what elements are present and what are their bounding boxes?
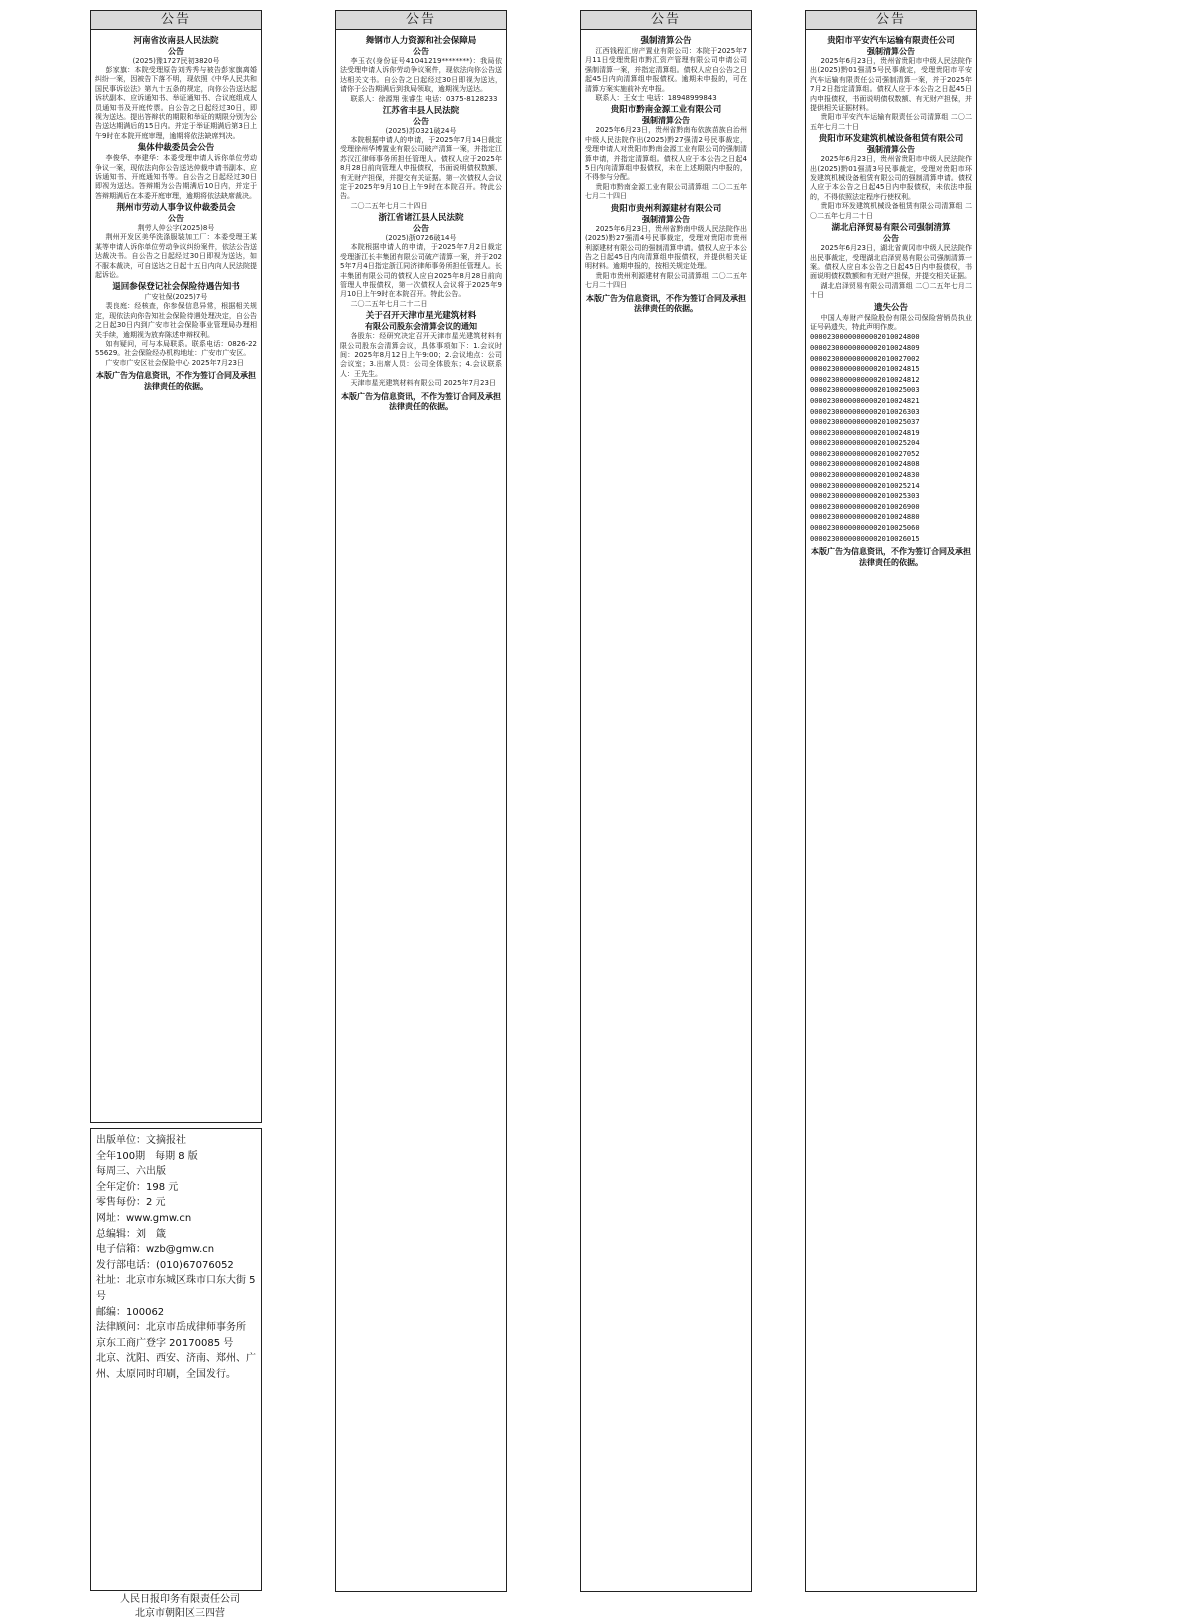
notice-section [340,106,502,211]
info-line: 北京、沈阳、西安、济南、郑州、广州、太原同时印刷，全国发行。 [96,1353,256,1380]
notice-paragraph: 彭家旗：本院受理原告刘秀秀与被告彭家旗离婚纠纷一案，因被告下落不明，现依照《中华人民共和国民事诉讼法》第九十五条的规定，向你公告送达起诉状副本、应诉通知书、举证通知书、合议庭组成人员通知书及开庭传票。自公告之日起经过30日，即视为送达。提出答辩状的期限和举证的期限分别为公告送达期满后的15日内。并定于举证期满后第3日上午9时在本院开庭审理，逾期将依法缺席判决。 [95,66,257,140]
notice-paragraph: 二〇二五年七月二十四日 [350,201,428,210]
notice-paragraph: 天津市星光建筑材料有限公司 2025年7月23日 [350,379,496,388]
notice-paragraph: 广安市广安区社会保险中心 2025年7月23日 [105,358,244,367]
notice-section [585,36,747,103]
notice-subtitle: 强制清算公告 [642,214,690,224]
info-line: 总编辑：刘 箴 [96,1228,166,1240]
notice-section [810,303,972,545]
notice-title: 浙江省诸江县人民法院 [378,213,464,224]
notice-reference: (2025)苏0321破24号 [385,127,457,136]
notice-subtitle: 公告 [168,47,184,56]
publication-info-box [90,1128,262,1591]
column-3-body [581,30,751,315]
id-number: 00002300000000002010025003 [810,386,920,395]
info-line: 全年定价：198 元 [96,1181,179,1193]
info-line: 网址：www.gmw.cn [96,1212,192,1224]
id-number: 00002300000000002010024830 [810,471,920,480]
column-4 [805,10,977,1592]
notice-paragraph: 2025年6月23日，贵州省黔南布依族苗族自治州中级人民法院作出(2025)黔27强清2号民事裁定，受理申请人对贵阳市黔南金源工业有限公司的强制清算申请，并指定清算组。债权人应于本公告之日起45日内向清算组申报债权，未在上述期限内申报的，不得参与分配。 [585,126,747,182]
notice-paragraph: 联系人：王女士 电话：18948999843 [595,94,717,103]
info-line: 出版单位：文摘报社 [96,1135,186,1146]
notice-title: 遗失公告 [873,302,908,313]
id-number: 00002300000000002010027002 [810,354,920,363]
notice-paragraph: 贵阳市贵州利源建材有限公司清算组 二〇二五年七月二十四日 [585,271,747,290]
disclaimer-note: 本版广告为信息资讯，不作为签订合同及承担法律责任的依据。 [96,371,256,391]
printer-footer [90,1593,270,1621]
id-number: 00002300000000002010025214 [810,481,920,490]
id-number: 00002300000000002010026900 [810,502,920,511]
notice-section [585,105,747,201]
id-number: 00002300000000002010024800 [810,333,920,342]
id-number: 00002300000000002010026303 [810,407,920,416]
notice-section [340,213,502,309]
notice-subtitle: 强制清算公告 [867,47,915,56]
notice-title: 集体仲裁委员会公告 [137,143,215,154]
notice-reference: (2025)豫1727民初3820号 [132,57,220,65]
notice-paragraph: 湖北启泽贸易有限公司清算组 二〇二五年七月二十日 [810,281,972,300]
notice-paragraph: 各股东：经研究决定召开天津市星光建筑材料有限公司股东会清算会议，具体事项如下：1.会议时间：2025年8月12日上午9:00；2.会议地点：公司会议室；3.出席人员：公司全体股东；4.会议联系人：王先生。 [340,332,502,378]
notice-subtitle: 公告 [883,234,899,244]
id-number: 00002300000000002010024809 [810,343,920,352]
id-number: 00002300000000002010024808 [810,460,920,469]
id-number: 00002300000000002010026015 [810,534,920,543]
id-number: 00002300000000002010025303 [810,492,920,501]
notice-paragraph: 本院根据申请人的申请，于2025年7月14日裁定受理徐州华博置业有限公司破产清算一案，并指定江苏汉江律师事务所担任管理人。债权人应于2025年8月28日前向管理人申报债权，书面说明债权数额、有无财产担保，并提交有关证据。第一次债权人会议定于2025年9月10日上午9时在本院召开。特此公告。 [340,136,502,201]
notice-paragraph: 二〇二五年七月二十二日 [350,299,428,308]
notice-paragraph: 江西钱程汇房产置业有限公司：本院于2025年7月11日受理贵阳市黔汇资产管理有限公司申请公司强制清算一案，并指定清算组。债权人应自公告之日起45日内向清算组申报债权。逾期未申报的，可在清算方案实施前补充申报。 [585,47,747,93]
notice-section [340,311,502,388]
notice-paragraph: 李俊华、李建华：本委受理申请人诉你单位劳动争议一案，现依法向你公告送达仲裁申请书副本、应诉通知书、开庭通知书等。自公告之日起经过30日即视为送达。答辩期为公告期满后10日内，并定于答辩期满后在本委开庭审理，逾期将依法缺席裁决。 [95,154,257,200]
info-line: 全年100期 每期 8 版 [96,1150,198,1162]
notice-subtitle: 公告 [413,224,429,234]
notice-title: 贵阳市环发建筑机械设备租赁有限公司 [818,134,964,145]
printer-address: 北京市朝阳区三四营 [135,1608,225,1619]
column-1-body [91,30,261,392]
notice-title: 舞钢市人力资源和社会保障局 [365,36,477,46]
notice-paragraph: 贵阳市黔南金源工业有限公司清算组 二〇二五年七月二十四日 [585,182,747,201]
id-number: 00002300000000002010024819 [810,428,920,437]
column-4-header: 公告 [806,11,976,30]
info-line: 电子信箱：wzb@gmw.cn [96,1244,215,1256]
id-list [810,332,972,544]
printer-name: 人民日报印务有限责任公司 [120,1594,240,1605]
notice-subtitle: 公告 [413,47,429,56]
info-line: 社址：北京市东城区珠市口东大街 5 号 [96,1275,256,1302]
notice-paragraph: 2025年6月23日，贵州省贵阳市中级人民法院作出(2025)黔01强清5号民事裁定，受理贵阳市平安汽车运输有限责任公司强制清算一案，并于2025年7月2日指定清算组。债权人应于本公告之日起45日内申报债权，书面说明债权数额、有无财产担保，并提供相关证据材料。 [810,57,972,113]
notice-paragraph: 贵阳市环发建筑机械设备租赁有限公司清算组 二〇二五年七月二十日 [810,202,972,220]
info-line: 零售每份：2 元 [96,1197,166,1209]
notice-title: 河南省汝南县人民法院 [133,36,219,46]
notice-paragraph: 2025年6月23日，湖北省黄冈市中级人民法院作出民事裁定，受理湖北启泽贸易有限公司强制清算一案。债权人应自本公告之日起45日内申报债权，书面说明债权数额和有无财产担保，并提交相关证据。 [810,244,972,281]
notice-section [810,134,972,221]
id-number: 00002300000000002010025204 [810,439,920,448]
info-line: 邮编：100062 [96,1306,165,1318]
notice-title: 湖北启泽贸易有限公司强制清算 [831,223,951,234]
disclaimer-note: 本版广告为信息资讯，不作为签订合同及承担法律责任的依据。 [811,547,971,567]
notice-paragraph: 裴良庭：经核查，你参保信息异常，根据相关规定，现依法向你告知社会保险待遇处理决定，自公告之日起30日内到广安市社会保险事业管理局办理相关手续，逾期视为放弃陈述申辩权利。 [95,302,257,339]
notice-subtitle: 强制清算公告 [642,116,690,126]
notice-title: 贵阳市贵州利源建材有限公司 [610,203,722,214]
column-1 [90,10,262,1123]
notice-paragraph: 如有疑问，可与本局联系。联系电话：0826-2255629。社会保险经办机构地址：广安市广安区。 [95,339,257,358]
notice-reference: 荆劳人仲公字(2025)8号 [137,224,215,233]
notice-section [810,223,972,300]
id-number: 00002300000000002010025060 [810,524,920,533]
id-number: 00002300000000002010024821 [810,396,920,405]
notice-subtitle: 公告 [168,214,184,224]
info-line: 发行部电话：(010)67076052 [96,1259,234,1271]
column-2 [335,10,507,1592]
notice-title: 关于召开天津市星光建筑材料 [365,311,477,322]
column-2-body [336,30,506,413]
notice-section [95,36,257,141]
notice-section [95,143,257,201]
id-number: 00002300000000002010024815 [810,365,920,374]
notice-section [340,36,502,104]
info-line: 法律顾问：北京市岳成律师事务所 [96,1322,246,1334]
column-1-header: 公告 [91,11,261,30]
notice-reference: (2025)浙0726破14号 [385,234,457,243]
column-3 [580,10,752,1592]
notice-paragraph: 中国人寿财产保险股份有限公司保险营销员执业证号码遗失，特此声明作废。 [810,313,972,331]
notice-title: 江苏省丰县人民法院 [382,106,460,117]
notice-title: 贵阳市平安汽车运输有限责任公司 [827,36,955,46]
column-4-body [806,30,976,568]
notice-section [95,282,257,368]
notice-paragraph: 李玉衣(身份证号41041219********)：我局依法受理申请人诉你劳动争议案件，现依法向你公告送达相关文书。自公告之日起经过30日即视为送达，请你于公告期满后到我局领取，逾期视为送达。 [340,57,502,94]
notice-section [810,36,972,132]
notice-reference: 广安社保(2025)7号 [144,293,208,302]
notice-section [585,204,747,291]
id-number: 00002300000000002010027052 [810,449,920,458]
notice-paragraph: 联系人：徐源翔 张睿生 电话：0375-8128233 [350,94,498,103]
info-line: 京东工商广登字 20170085 号 [96,1337,234,1349]
notice-paragraph: 荆州开发区美华洗涤服装加工厂：本委受理王某某等申请人诉你单位劳动争议纠纷案件，依法公告送达裁决书。自公告之日起经过30日即视为送达，如不服本裁决，可自送达之日起十五日内向人民法院提起诉讼。 [95,233,257,279]
column-3-header: 公告 [581,11,751,30]
disclaimer-note: 本版广告为信息资讯，不作为签订合同及承担法律责任的依据。 [341,391,501,412]
id-number: 00002300000000002010025037 [810,418,920,427]
notice-subtitle: 强制清算公告 [867,145,915,155]
notice-title: 贵阳市黔南金源工业有限公司 [610,105,722,116]
disclaimer-note: 本版广告为信息资讯，不作为签订合同及承担法律责任的依据。 [586,293,746,314]
notice-paragraph: 贵阳市平安汽车运输有限责任公司清算组 二〇二五年七月二十日 [810,113,972,131]
notice-section [95,203,257,280]
id-number: 00002300000000002010024812 [810,375,920,384]
id-number: 00002300000000002010024880 [810,513,920,522]
column-2-header: 公告 [336,11,506,30]
notice-paragraph: 2025年6月23日，贵州省黔南中级人民法院作出(2025)黔27强清4号民事裁定，受理对贵阳市贵州利源建材有限公司的强制清算申请。债权人应于本公告之日起45日内向清算组申报债权，并提供相关证明材料。逾期申报的，按相关规定处理。 [585,224,747,271]
notice-title: 强制清算公告 [640,36,692,46]
notice-paragraph: 2025年6月23日，贵州省贵阳市中级人民法院作出(2025)黔01强清3号民事裁定，受理对贵阳市环发建筑机械设备租赁有限公司的强制清算申请。债权人应于本公告之日起45日内申报债权，未依法申报的，不得依照法定程序行使权利。 [810,155,972,201]
notice-title: 退回参保登记社会保险待遇告知书 [112,282,240,293]
notice-subtitle: 公告 [413,117,429,127]
notice-paragraph: 本院根据申请人的申请，于2025年7月2日裁定受理浙江长丰集团有限公司破产清算一案，并于2025年7月4日指定浙江同济律师事务所担任管理人。长丰集团有限公司的债权人应自2025年8月28日前向管理人申报债权，第一次债权人会议将于2025年9月10日上午9时在本院召开。特此公告。 [340,243,502,299]
notice-subtitle: 有限公司股东会清算会议的通知 [365,322,477,332]
notice-title: 荆州市劳动人事争议仲裁委员会 [116,203,236,214]
info-line: 每周三、六出版 [96,1166,166,1178]
